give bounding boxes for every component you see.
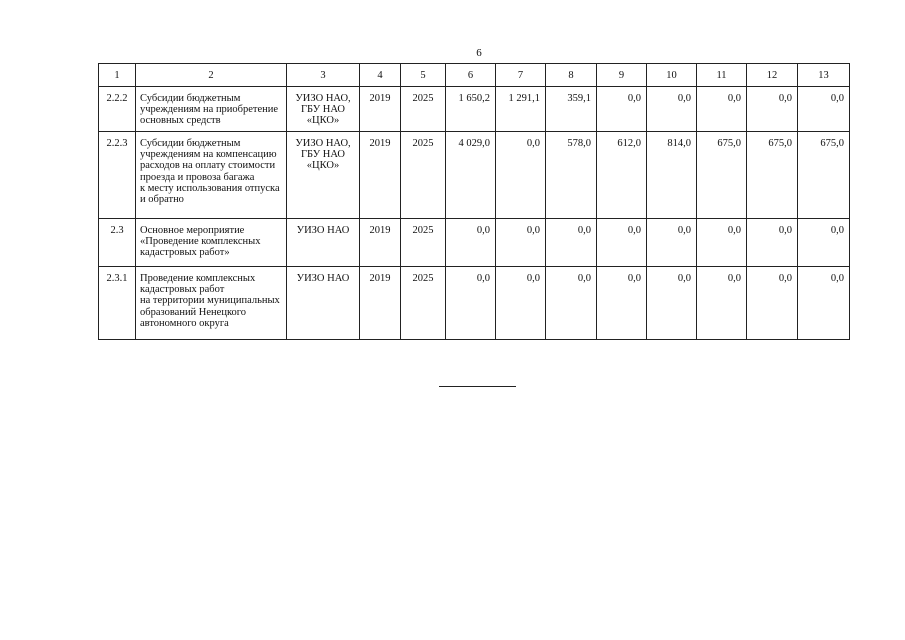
column-header: 3: [287, 64, 360, 87]
column-header: 1: [99, 64, 136, 87]
row-value: 814,0: [647, 132, 697, 219]
row-value: 4 029,0: [446, 132, 496, 219]
table-row: [99, 267, 850, 340]
row-executor: УИЗО НАО, ГБУ НАО «ЦКО»: [287, 132, 360, 219]
row-year-start: 2019: [360, 87, 401, 132]
row-value: 612,0: [597, 132, 647, 219]
closing-divider: [439, 386, 516, 387]
table-header-row: [99, 64, 850, 87]
row-value: 675,0: [697, 132, 747, 219]
row-value: 0,0: [647, 267, 697, 340]
row-number: 2.3.1: [99, 267, 136, 340]
row-value: 0,0: [647, 219, 697, 267]
row-value: 0,0: [446, 267, 496, 340]
table-row: [99, 87, 850, 132]
row-value: 1 291,1: [496, 87, 546, 132]
row-number: 2.2.3: [99, 132, 136, 219]
table-row: [99, 219, 850, 267]
row-year-start: 2019: [360, 219, 401, 267]
row-value: 0,0: [798, 87, 850, 132]
column-header: 12: [747, 64, 798, 87]
column-header: 10: [647, 64, 697, 87]
row-year-end: 2025: [401, 219, 446, 267]
page-number: 6: [476, 47, 482, 59]
row-value: 359,1: [546, 87, 597, 132]
row-executor: УИЗО НАО: [287, 267, 360, 340]
budget-table: [98, 63, 850, 340]
row-value: 578,0: [546, 132, 597, 219]
row-value: 0,0: [798, 267, 850, 340]
row-value: 0,0: [496, 219, 546, 267]
row-executor: УИЗО НАО: [287, 219, 360, 267]
row-value: 0,0: [546, 267, 597, 340]
table-row: [99, 132, 850, 219]
row-value: 675,0: [747, 132, 798, 219]
row-year-end: 2025: [401, 132, 446, 219]
row-value: 0,0: [597, 267, 647, 340]
row-value: 0,0: [597, 87, 647, 132]
row-value: 0,0: [496, 267, 546, 340]
column-header: 8: [546, 64, 597, 87]
row-value: 0,0: [647, 87, 697, 132]
column-header: 5: [401, 64, 446, 87]
row-value: 675,0: [798, 132, 850, 219]
row-name: Основное мероприятие «Проведение комплексных кадастровых работ»: [136, 219, 287, 267]
row-value: 0,0: [496, 132, 546, 219]
row-executor: УИЗО НАО, ГБУ НАО «ЦКО»: [287, 87, 360, 132]
row-number: 2.3: [99, 219, 136, 267]
row-value: 0,0: [747, 219, 798, 267]
column-header: 11: [697, 64, 747, 87]
row-number: 2.2.2: [99, 87, 136, 132]
row-value: 0,0: [697, 219, 747, 267]
column-header: 4: [360, 64, 401, 87]
row-value: 0,0: [697, 267, 747, 340]
row-value: 0,0: [597, 219, 647, 267]
row-name: Проведение комплексных кадастровых работ на территории муниципальных образований Ненецкого автономного округа: [136, 267, 287, 340]
row-name: Субсидии бюджетным учреждениям на компенсацию расходов на оплату стоимости проезда и провоза багажа к месту использования отпуска и обратно: [136, 132, 287, 219]
row-year-start: 2019: [360, 132, 401, 219]
row-value: 0,0: [546, 219, 597, 267]
row-value: 0,0: [747, 87, 798, 132]
column-header: 6: [446, 64, 496, 87]
row-value: 0,0: [446, 219, 496, 267]
column-header: 13: [798, 64, 850, 87]
row-value: 0,0: [798, 219, 850, 267]
row-value: 0,0: [747, 267, 798, 340]
column-header: 2: [136, 64, 287, 87]
row-year-end: 2025: [401, 87, 446, 132]
row-year-start: 2019: [360, 267, 401, 340]
row-value: 0,0: [697, 87, 747, 132]
row-value: 1 650,2: [446, 87, 496, 132]
row-year-end: 2025: [401, 267, 446, 340]
row-name: Субсидии бюджетным учреждениям на приобретение основных средств: [136, 87, 287, 132]
column-header: 9: [597, 64, 647, 87]
column-header: 7: [496, 64, 546, 87]
